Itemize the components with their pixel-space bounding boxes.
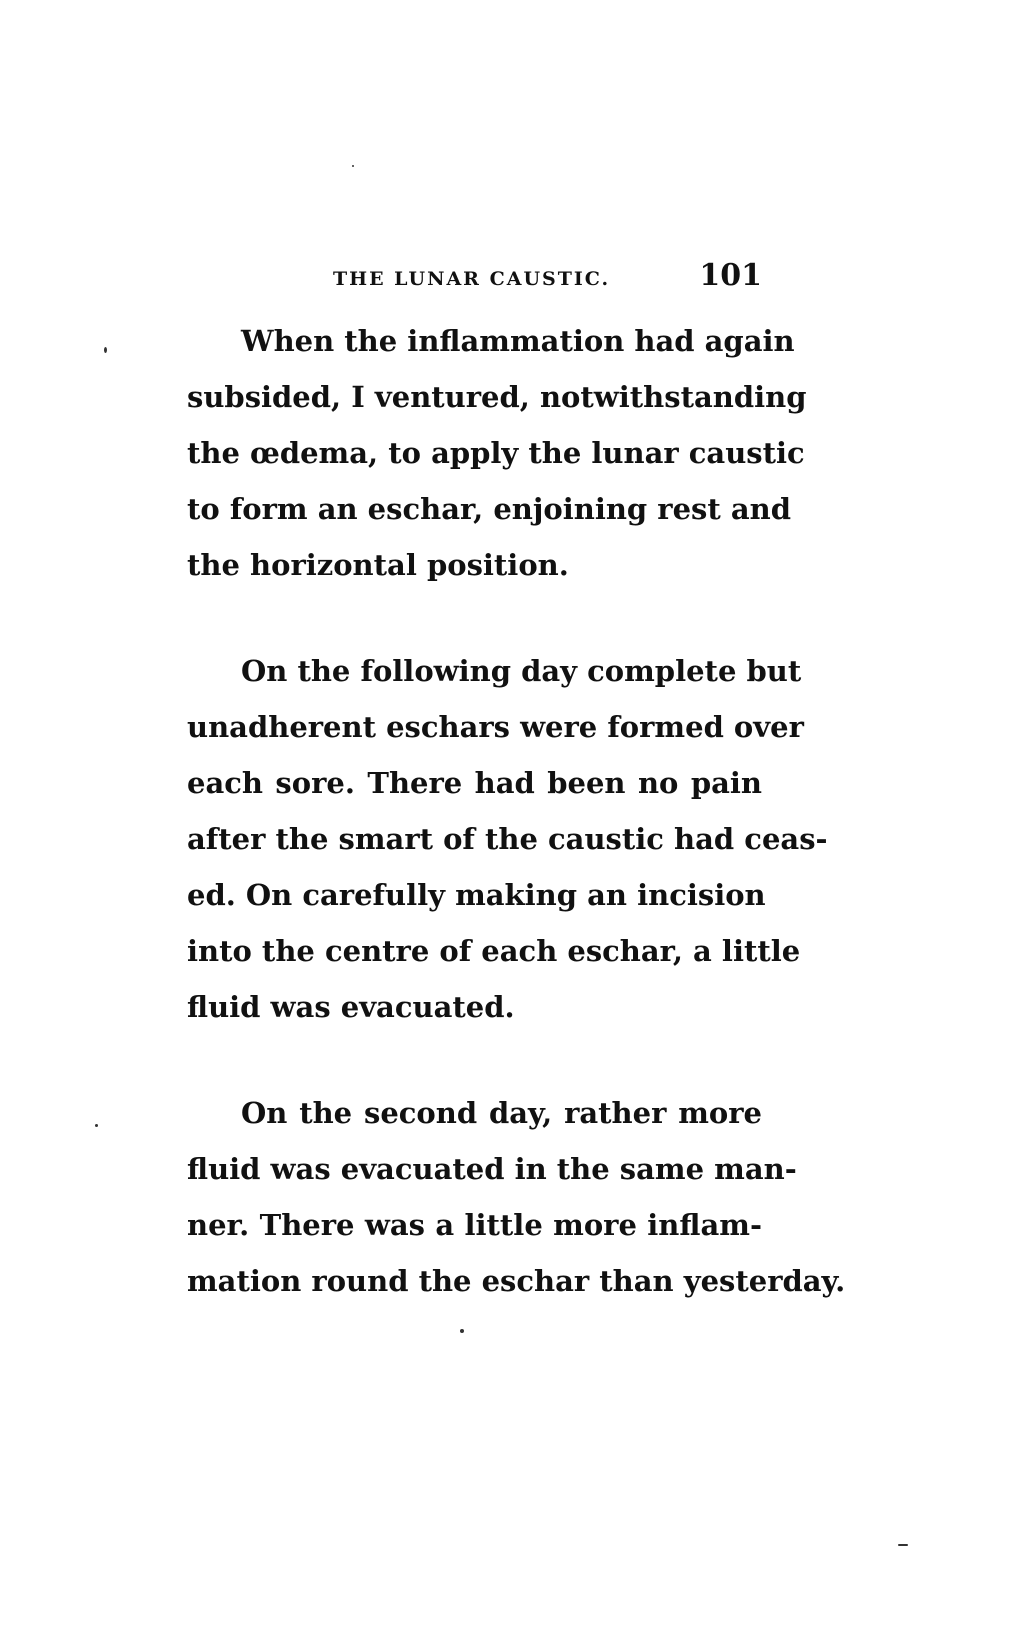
text-line: ed. On carefully making an incision: [187, 878, 766, 912]
text-line: fluid was evacuated in the same man-: [187, 1152, 797, 1186]
text-line: When the inflammation had again: [241, 324, 795, 358]
text-line: ner. There was a little more inflam-: [187, 1208, 762, 1242]
text-line: subsided, I ventured, notwithstanding: [187, 380, 807, 414]
running-head: THE LUNAR CAUSTIC.: [333, 268, 611, 290]
text-line: On the second day, rather more: [241, 1096, 762, 1130]
paragraph-3: [187, 1085, 846, 1309]
scan-speck: [104, 347, 107, 353]
text-line: after the smart of the caustic had ceas-: [187, 822, 828, 856]
body-text: [187, 313, 846, 1309]
scan-speck: [352, 165, 354, 167]
text-line: the œdema, to apply the lunar caustic: [187, 436, 805, 470]
page-number: 101: [699, 258, 762, 293]
text-line: the horizontal position.: [187, 548, 569, 582]
scan-speck: [95, 1124, 98, 1127]
text-line: mation round the eschar than yesterday.: [187, 1264, 846, 1298]
text-line: each sore. There had been no pain: [187, 766, 762, 800]
text-line: to form an eschar, enjoining rest and: [187, 492, 792, 526]
page-header: [187, 258, 762, 298]
paragraph-1: [187, 313, 807, 593]
text-line: into the centre of each eschar, a little: [187, 934, 801, 968]
text-line: On the following day complete but: [241, 654, 802, 688]
text-line: fluid was evacuated.: [187, 990, 515, 1024]
scan-speck: [898, 1544, 908, 1546]
text-line: unadherent eschars were formed over: [187, 710, 804, 744]
paragraph-2: [187, 643, 828, 1035]
scan-speck: [460, 1329, 464, 1333]
